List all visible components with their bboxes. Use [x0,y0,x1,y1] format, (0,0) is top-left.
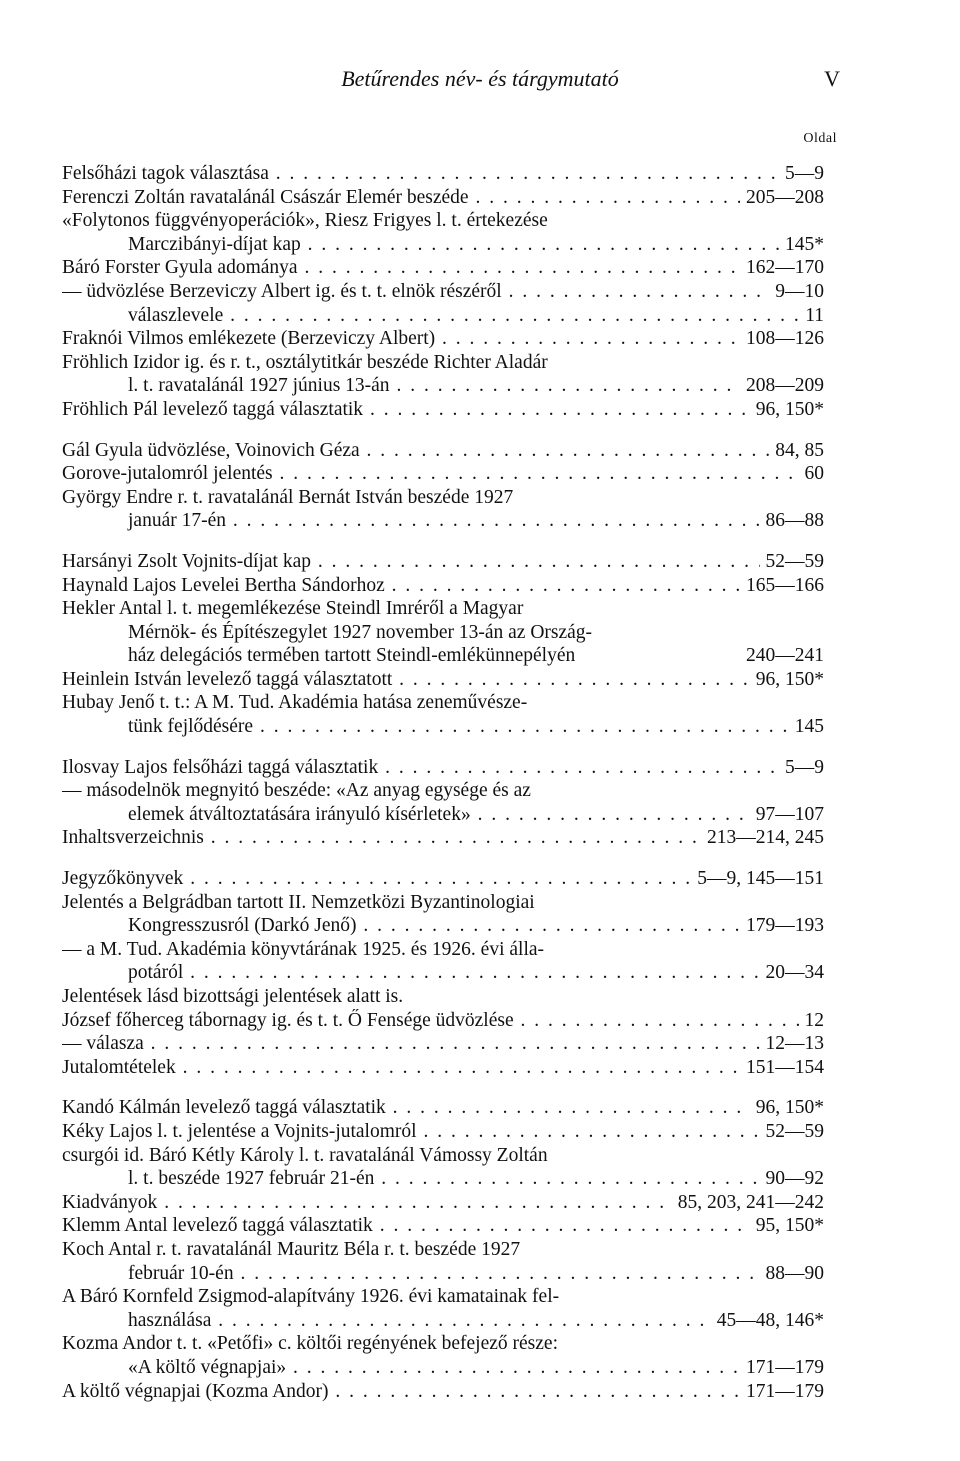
entry-pages: 145 [789,715,824,739]
index-entry [62,327,824,351]
entry-pages: 205—208 [740,186,824,210]
entry-text: Jelentések lásd bizottsági jelentések alatt is. [62,986,404,1007]
index-entry [62,597,824,621]
index-entry [62,914,824,938]
entry-text: Kiadványok . . . [62,1191,824,1215]
index-entry [62,867,824,891]
entry-pages: 151—154 [740,1056,824,1080]
entry-pages: 12 [799,1009,825,1033]
index-entry [62,1167,824,1191]
entry-pages: 60 [799,462,825,486]
column-heading-oldal: Oldal [803,131,837,146]
index-entry [62,891,824,915]
index-entry [62,1144,824,1168]
entry-text: «A költő végnapjai» . . . [62,1356,824,1380]
index-entry [62,1238,824,1262]
entry-text: válaszlevele . . . [62,304,824,328]
index-entry [62,1380,824,1404]
entry-text: Felsőházi tagok választása . . . [62,162,824,186]
index-entry [62,1356,824,1380]
entry-text: Kéky Lajos l. t. jelentése a Vojnits-jutalomról . . . [62,1120,824,1144]
entry-text: «Folytonos függvényoperációk», Riesz Frigyes l. t. értekezése [62,210,548,232]
entry-text: — a M. Tud. Akadémia könyvtárának 1925. és 1926. évi álla- [62,938,545,960]
entry-pages: 96, 150* [750,398,824,422]
header-page-number: V [824,66,840,91]
entry-text: Klemm Antal levelező taggá választatik . . . [62,1214,824,1238]
index-entry [62,715,824,739]
entry-pages: 84, 85 [769,439,824,463]
entry-text: Fröhlich Pál levelező taggá választatik . . . [62,398,824,422]
entry-text: — másodelnök megnyitó beszéde: «Az anyag egysége és az [62,780,531,802]
entry-pages: 5—9 [779,756,824,780]
entry-text: használása . . . [62,1309,824,1333]
entry-text: Hubay Jenő t. t.: A M. Tud. Akadémia hatása zeneművésze- [62,692,528,714]
index-entry [62,398,824,422]
entry-pages: 208—209 [740,374,824,398]
index-entry [62,1032,824,1056]
index-entry [62,462,824,486]
index-entry [62,1096,824,1120]
entry-pages: 88—90 [760,1262,825,1286]
entry-text: Jelentés a Belgrádban tartott II. Nemzetközi Byzantinologiai [62,891,535,913]
entry-pages: 179—193 [740,914,824,938]
index-entry [62,1332,824,1356]
entry-pages: 9—10 [769,280,824,304]
entry-text: tünk fejlődésére . . . [62,715,824,739]
entry-text: A Báró Kornfeld Zsigmod-alapítvány 1926. évi kamatainak fel- [62,1286,560,1308]
entry-text: Heinlein István levelező taggá választatott . . . [62,668,824,692]
index-entry [62,256,824,280]
entry-text: potáról . . . [62,961,824,985]
group-gap [62,739,824,756]
entry-pages: 171—179 [740,1380,824,1404]
index-entry [62,1056,824,1080]
index-entry [62,961,824,985]
entry-text: József főherceg tábornagy ig. és t. t. Ő Fensége üdvözlése . . . [62,1009,824,1033]
index-entry [62,803,824,827]
entry-pages: 165—166 [740,574,824,598]
index-entry [62,574,824,598]
entry-pages: 85, 203, 241—242 [672,1191,824,1215]
index-entry [62,691,824,715]
index-entry [62,304,824,328]
entry-text: A költő végnapjai (Kozma Andor) . . . [62,1380,824,1404]
entry-text: Jegyzőkönyvek . . . [62,867,824,891]
index-entry [62,351,824,375]
header-title: Betűrendes név- és tárgymutató [341,66,619,91]
entry-pages: 96, 150* [750,1096,824,1120]
index-entry [62,779,824,803]
entry-text: elemek átváltoztatására irányuló kísérletek» . . . [62,803,824,827]
entry-text: Fraknói Vilmos emlékezete (Berzeviczy Albert) . . . [62,327,824,351]
entry-text: Koch Antal r. t. ravatalánál Mauritz Béla r. t. beszéde 1927 [62,1238,521,1260]
entry-text: Ferenczi Zoltán ravatalánál Császár Elemér beszéde . . . [62,186,824,210]
entry-text: január 17-én . . . [62,509,824,533]
running-header [0,66,960,100]
entry-text: február 10-én . . . [62,1262,824,1286]
entry-text: l. t. beszéde 1927 február 21-én . . . [62,1167,824,1191]
entry-pages: 97—107 [750,803,824,827]
index-entries [62,162,824,1403]
index-entry [62,1214,824,1238]
index-entry [62,668,824,692]
entry-pages: 213—214, 245 [701,826,824,850]
entry-text: Harsányi Zsolt Vojnits-díjat kap . . . [62,550,824,574]
index-entry [62,209,824,233]
index-entry [62,1120,824,1144]
entry-text: Jutalomtételek . . . [62,1056,824,1080]
index-entry [62,233,824,257]
index-entry [62,1191,824,1215]
entry-pages: 171—179 [740,1356,824,1380]
entry-text: Ilosvay Lajos felsőházi taggá választatik . . . [62,756,824,780]
entry-text: l. t. ravatalánál 1927 június 13-án . . . [62,374,824,398]
group-gap [62,533,824,550]
entry-pages: 90—92 [760,1167,825,1191]
index-entry [62,439,824,463]
entry-text: Hekler Antal l. t. megemlékezése Steindl Imréről a Magyar [62,598,524,620]
group-gap [62,850,824,867]
index-entry [62,1262,824,1286]
entry-text: Haynald Lajos Levelei Bertha Sándorhoz . . . [62,574,824,598]
index-entry [62,1309,824,1333]
entry-pages: 20—34 [760,961,825,985]
entry-text: Gorove-jutalomról jelentés . . . [62,462,824,486]
entry-text: György Endre r. t. ravatalánál Bernát István beszéde 1927 [62,486,514,508]
index-entry [62,756,824,780]
entry-text: Inhaltsverzeichnis . . . [62,826,824,850]
entry-pages: 240—241 [740,644,824,668]
entry-text: Báró Forster Gyula adománya . . . [62,256,824,280]
entry-text: — válasza . . . [62,1032,824,1056]
entry-text: Mérnök- és Építészegylet 1927 november 13-án az Ország- [128,621,593,643]
entry-pages: 52—59 [760,550,825,574]
index-entry [62,550,824,574]
index-entry [62,621,824,645]
index-entry [62,486,824,510]
entry-pages: 11 [799,304,824,328]
entry-pages: 108—126 [740,327,824,351]
entry-text: csurgói id. Báró Kétly Károly l. t. ravatalánál Vámossy Zoltán [62,1144,548,1166]
entry-text: Fröhlich Izidor ig. és r. t., osztálytitkár beszéde Richter Aladár [62,351,548,373]
index-entry [62,826,824,850]
index-entry [62,1285,824,1309]
entry-pages: 96, 150* [750,668,824,692]
index-entry [62,938,824,962]
entry-text: Gál Gyula üdvözlése, Voinovich Géza . . . [62,439,824,463]
index-entry [62,985,824,1009]
entry-pages: 95, 150* [750,1214,824,1238]
entry-pages: 145* [779,233,824,257]
group-gap [62,1079,824,1096]
entry-text: Kandó Kálmán levelező taggá választatik . . . [62,1096,824,1120]
index-entry [62,1009,824,1033]
index-entry [62,280,824,304]
index-entry [62,186,824,210]
entry-pages: 86—88 [760,509,825,533]
group-gap [62,422,824,439]
index-entry [62,374,824,398]
index-entry [62,644,824,668]
index-entry [62,162,824,186]
entry-text: Kongresszusról (Darkó Jenő) . . . [62,914,824,938]
entry-text: Marczibányi-díjat kap . . . [62,233,824,257]
entry-text: Kozma Andor t. t. «Petőfi» c. költői regényének befejező része: [62,1333,558,1355]
index-entry [62,509,824,533]
entry-pages: 162—170 [740,256,824,280]
entry-pages: 5—9 [779,162,824,186]
entry-pages: 5—9, 145—151 [691,867,824,891]
entry-pages: 52—59 [760,1120,825,1144]
entry-text: ház delegációs termében tartott Steindl-emlékünnepélyén [128,645,576,667]
entry-pages: 12—13 [760,1032,825,1056]
entry-text: — üdvözlése Berzeviczy Albert ig. és t. t. elnök részéről . . . [62,280,824,304]
entry-pages: 45—48, 146* [711,1309,824,1333]
